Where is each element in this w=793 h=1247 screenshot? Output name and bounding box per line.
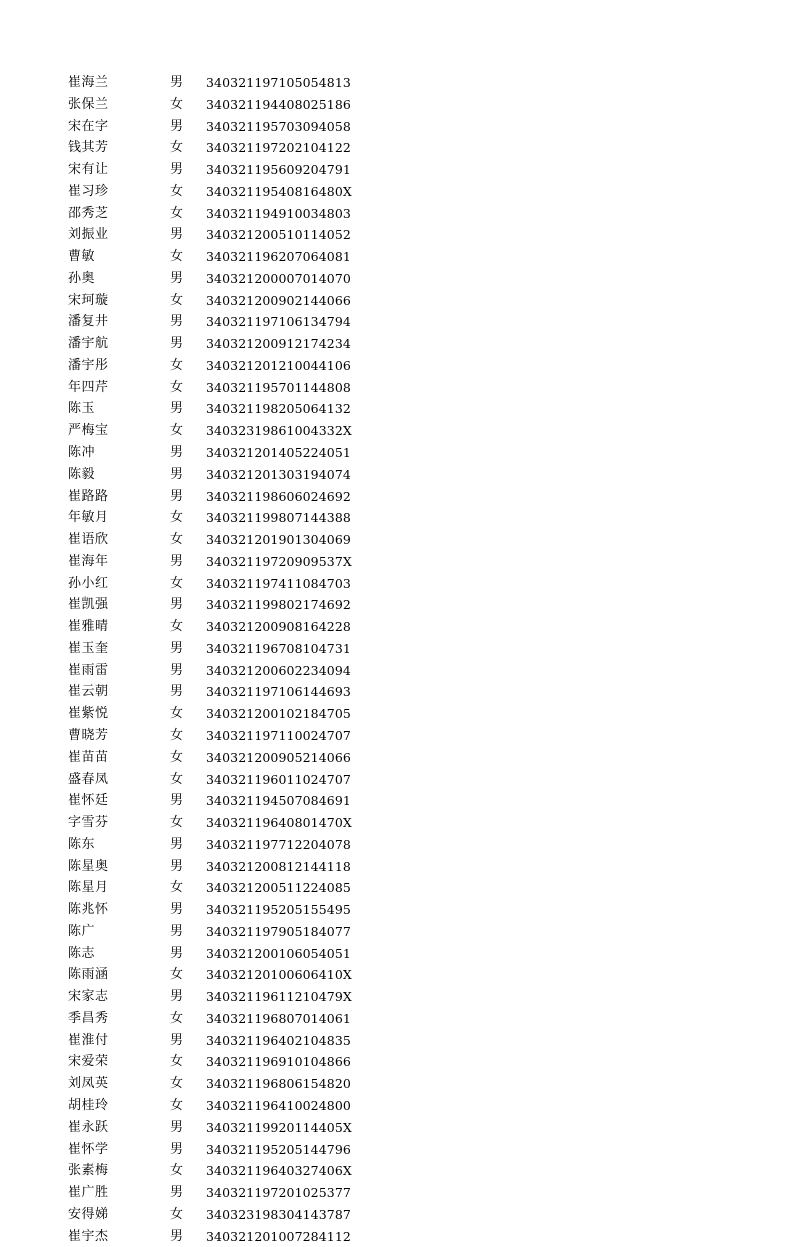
gender-cell: 男 [170, 445, 184, 461]
gender-cell: 男 [170, 1228, 184, 1244]
gender-cell: 女 [170, 815, 184, 831]
table-row [68, 486, 368, 508]
gender-cell: 女 [170, 140, 184, 156]
gender-cell: 男 [170, 227, 184, 243]
table-row [68, 660, 368, 682]
name-cell: 孙小红 [68, 575, 109, 591]
name-cell: 崔玉奎 [68, 640, 109, 656]
table-row [68, 529, 368, 551]
table-row [68, 747, 368, 769]
name-cell: 张保兰 [68, 96, 109, 112]
gender-cell: 男 [170, 553, 184, 569]
id-number-cell: 34032120100606410X [206, 967, 352, 983]
table-row [68, 137, 368, 159]
table-row [68, 116, 368, 138]
id-number-cell: 340321197905184077 [206, 923, 351, 939]
table-row [68, 94, 368, 116]
id-number-cell: 340321196806154820 [206, 1076, 351, 1092]
gender-cell: 男 [170, 662, 184, 678]
id-number-cell: 340321196910104866 [206, 1054, 351, 1070]
name-cell: 字雪芬 [68, 815, 109, 831]
id-number-cell: 34032119611210479X [206, 989, 352, 1005]
table-row [68, 681, 368, 703]
id-number-cell: 340321200007014070 [206, 270, 351, 286]
gender-cell: 女 [170, 1076, 184, 1092]
name-cell: 盛春凤 [68, 771, 109, 787]
name-cell: 崔雨雷 [68, 662, 109, 678]
gender-cell: 男 [170, 684, 184, 700]
table-row [68, 725, 368, 747]
id-number-cell: 340321196011024707 [206, 771, 351, 787]
name-cell: 陈雨涵 [68, 967, 109, 983]
table-row [68, 224, 368, 246]
table-row [68, 1139, 368, 1161]
id-number-cell: 340323198304143787 [206, 1206, 351, 1222]
name-cell: 崔凯强 [68, 597, 109, 613]
gender-cell: 女 [170, 771, 184, 787]
name-cell: 张素梅 [68, 1163, 109, 1179]
name-cell: 崔紫悦 [68, 706, 109, 722]
name-cell: 崔宇杰 [68, 1228, 109, 1244]
name-cell: 宋家志 [68, 989, 109, 1005]
gender-cell: 女 [170, 749, 184, 765]
id-number-cell: 340321197106144693 [206, 684, 351, 700]
name-cell: 陈玉 [68, 401, 96, 417]
id-number-cell: 340321195701144808 [206, 379, 351, 395]
gender-cell: 男 [170, 989, 184, 1005]
name-cell: 崔路路 [68, 488, 109, 504]
id-number-cell: 340321198205064132 [206, 401, 351, 417]
table-row [68, 464, 368, 486]
name-cell: 刘凤英 [68, 1076, 109, 1092]
table-row [68, 1117, 368, 1139]
gender-cell: 女 [170, 575, 184, 591]
gender-cell: 女 [170, 532, 184, 548]
table-row [68, 877, 368, 899]
table-row [68, 355, 368, 377]
gender-cell: 女 [170, 379, 184, 395]
id-number-cell: 340321201007284112 [206, 1228, 351, 1244]
table-row [68, 594, 368, 616]
name-cell: 崔永跃 [68, 1119, 109, 1135]
name-cell: 陈东 [68, 836, 96, 852]
name-cell: 陈星奥 [68, 858, 109, 874]
id-number-cell: 340321200106054051 [206, 945, 351, 961]
id-number-cell: 340321194910034803 [206, 205, 351, 221]
table-row [68, 246, 368, 268]
gender-cell: 男 [170, 1119, 184, 1135]
gender-cell: 男 [170, 836, 184, 852]
id-number-cell: 340321197202104122 [206, 140, 351, 156]
table-row [68, 311, 368, 333]
id-number-cell: 340321200912174234 [206, 336, 351, 352]
table-row [68, 899, 368, 921]
name-cell: 安得娣 [68, 1206, 109, 1222]
id-number-cell: 34032119640801470X [206, 815, 352, 831]
id-number-cell: 340321197201025377 [206, 1185, 351, 1201]
id-number-cell: 340321196410024800 [206, 1097, 351, 1113]
id-number-cell: 340321197106134794 [206, 314, 351, 330]
id-number-cell: 340321196708104731 [206, 640, 351, 656]
gender-cell: 男 [170, 162, 184, 178]
table-row [68, 964, 368, 986]
name-cell: 潘宇彤 [68, 357, 109, 373]
table-row [68, 420, 368, 442]
name-cell: 钱其芳 [68, 140, 109, 156]
table-row [68, 1160, 368, 1182]
id-number-cell: 340321200602234094 [206, 662, 351, 678]
id-number-cell: 340321196807014061 [206, 1010, 351, 1026]
id-number-cell: 340321195205144796 [206, 1141, 351, 1157]
table-row [68, 856, 368, 878]
name-cell: 崔广胜 [68, 1185, 109, 1201]
table-row [68, 1182, 368, 1204]
id-number-cell: 340321200510114052 [206, 227, 351, 243]
name-cell: 刘振业 [68, 227, 109, 243]
gender-cell: 男 [170, 793, 184, 809]
gender-cell: 男 [170, 336, 184, 352]
gender-cell: 女 [170, 1010, 184, 1026]
gender-cell: 男 [170, 902, 184, 918]
name-cell: 陈兆怀 [68, 902, 109, 918]
table-row [68, 1051, 368, 1073]
name-cell: 胡桂玲 [68, 1097, 109, 1113]
id-number-cell: 340321200511224085 [206, 880, 351, 896]
gender-cell: 女 [170, 706, 184, 722]
gender-cell: 女 [170, 1097, 184, 1113]
gender-cell: 男 [170, 1185, 184, 1201]
table-row [68, 790, 368, 812]
id-number-cell: 340321195703094058 [206, 118, 351, 134]
id-number-cell: 340321200908164228 [206, 619, 351, 635]
id-number-cell: 340321196402104835 [206, 1032, 351, 1048]
id-number-cell: 34032119720909537X [206, 553, 352, 569]
table-row [68, 943, 368, 965]
table-row [68, 834, 368, 856]
id-number-cell: 34032119540816480X [206, 183, 352, 199]
name-cell: 潘宇航 [68, 336, 109, 352]
table-row [68, 507, 368, 529]
name-cell: 崔语欣 [68, 532, 109, 548]
name-cell: 潘复井 [68, 314, 109, 330]
id-number-cell: 34032119640327406X [206, 1163, 352, 1179]
id-number-cell: 340321194408025186 [206, 96, 351, 112]
name-cell: 陈冲 [68, 445, 96, 461]
id-number-cell: 340321201303194074 [206, 466, 351, 482]
id-number-cell: 340321200905214066 [206, 749, 351, 765]
gender-cell: 女 [170, 292, 184, 308]
gender-cell: 男 [170, 75, 184, 90]
id-number-cell: 340321200102184705 [206, 706, 351, 722]
name-cell: 陈毅 [68, 466, 96, 482]
table-row [68, 159, 368, 181]
gender-cell: 男 [170, 401, 184, 417]
table-row [68, 1073, 368, 1095]
name-cell: 曹敏 [68, 249, 96, 265]
id-number-cell: 340321194507084691 [206, 793, 351, 809]
table-row [68, 203, 368, 225]
id-number-cell: 340321201405224051 [206, 445, 351, 461]
name-cell: 崔苗苗 [68, 749, 109, 765]
name-cell: 崔怀学 [68, 1141, 109, 1157]
id-number-cell: 340321201901304069 [206, 532, 351, 548]
gender-cell: 男 [170, 270, 184, 286]
table-row [68, 1008, 368, 1030]
id-number-cell: 340321199802174692 [206, 597, 351, 613]
id-number-cell: 340321197712204078 [206, 836, 351, 852]
name-cell: 宋珂璇 [68, 292, 109, 308]
table-row [68, 986, 368, 1008]
name-cell: 宋爱荣 [68, 1054, 109, 1070]
gender-cell: 男 [170, 466, 184, 482]
id-number-cell: 340321197110024707 [206, 727, 351, 743]
name-cell: 崔怀廷 [68, 793, 109, 809]
gender-cell: 女 [170, 967, 184, 983]
gender-cell: 男 [170, 640, 184, 656]
id-number-cell: 34032319861004332X [206, 423, 352, 439]
name-cell: 崔雅晴 [68, 619, 109, 635]
gender-cell: 女 [170, 510, 184, 526]
gender-cell: 女 [170, 183, 184, 199]
table-row [68, 573, 368, 595]
name-cell: 年四芹 [68, 379, 109, 395]
table-row [68, 1226, 368, 1247]
id-number-cell: 340321197105054813 [206, 75, 351, 90]
name-cell: 崔海兰 [68, 75, 109, 90]
gender-cell: 男 [170, 945, 184, 961]
name-cell: 陈广 [68, 923, 96, 939]
name-cell: 宋在字 [68, 118, 109, 134]
table-row [68, 1030, 368, 1052]
gender-cell: 男 [170, 597, 184, 613]
name-cell: 崔云朝 [68, 684, 109, 700]
roster-table [68, 72, 368, 1247]
name-cell: 陈志 [68, 945, 96, 961]
name-cell: 孙奥 [68, 270, 96, 286]
gender-cell: 女 [170, 357, 184, 373]
gender-cell: 女 [170, 96, 184, 112]
gender-cell: 女 [170, 1163, 184, 1179]
gender-cell: 男 [170, 1141, 184, 1157]
table-row [68, 181, 368, 203]
table-row [68, 1204, 368, 1226]
gender-cell: 男 [170, 488, 184, 504]
table-row [68, 616, 368, 638]
gender-cell: 男 [170, 858, 184, 874]
id-number-cell: 340321195205155495 [206, 902, 351, 918]
gender-cell: 男 [170, 118, 184, 134]
id-number-cell: 340321197411084703 [206, 575, 351, 591]
table-row [68, 551, 368, 573]
name-cell: 邵秀芝 [68, 205, 109, 221]
gender-cell: 女 [170, 727, 184, 743]
table-row [68, 921, 368, 943]
id-number-cell: 340321195609204791 [206, 162, 351, 178]
gender-cell: 女 [170, 423, 184, 439]
name-cell: 崔习珍 [68, 183, 109, 199]
id-number-cell: 34032119920114405X [206, 1119, 352, 1135]
table-row [68, 72, 368, 94]
gender-cell: 男 [170, 1032, 184, 1048]
gender-cell: 女 [170, 1206, 184, 1222]
id-number-cell: 340321198606024692 [206, 488, 351, 504]
table-row [68, 769, 368, 791]
name-cell: 季昌秀 [68, 1010, 109, 1026]
table-row [68, 377, 368, 399]
id-number-cell: 340321200812144118 [206, 858, 351, 874]
table-row [68, 333, 368, 355]
id-number-cell: 340321196207064081 [206, 249, 351, 265]
table-row [68, 290, 368, 312]
gender-cell: 男 [170, 314, 184, 330]
gender-cell: 女 [170, 205, 184, 221]
gender-cell: 女 [170, 880, 184, 896]
name-cell: 崔淮付 [68, 1032, 109, 1048]
name-cell: 陈星月 [68, 880, 109, 896]
gender-cell: 女 [170, 249, 184, 265]
table-row [68, 638, 368, 660]
gender-cell: 女 [170, 619, 184, 635]
gender-cell: 男 [170, 923, 184, 939]
table-row [68, 703, 368, 725]
name-cell: 曹晓芳 [68, 727, 109, 743]
table-row [68, 268, 368, 290]
table-row [68, 1095, 368, 1117]
gender-cell: 女 [170, 1054, 184, 1070]
name-cell: 年敏月 [68, 510, 109, 526]
name-cell: 严梅宝 [68, 423, 109, 439]
name-cell: 崔海年 [68, 553, 109, 569]
id-number-cell: 340321200902144066 [206, 292, 351, 308]
table-row [68, 442, 368, 464]
id-number-cell: 340321201210044106 [206, 357, 351, 373]
table-row [68, 812, 368, 834]
name-cell: 宋有让 [68, 162, 109, 178]
table-row [68, 398, 368, 420]
id-number-cell: 340321199807144388 [206, 510, 351, 526]
